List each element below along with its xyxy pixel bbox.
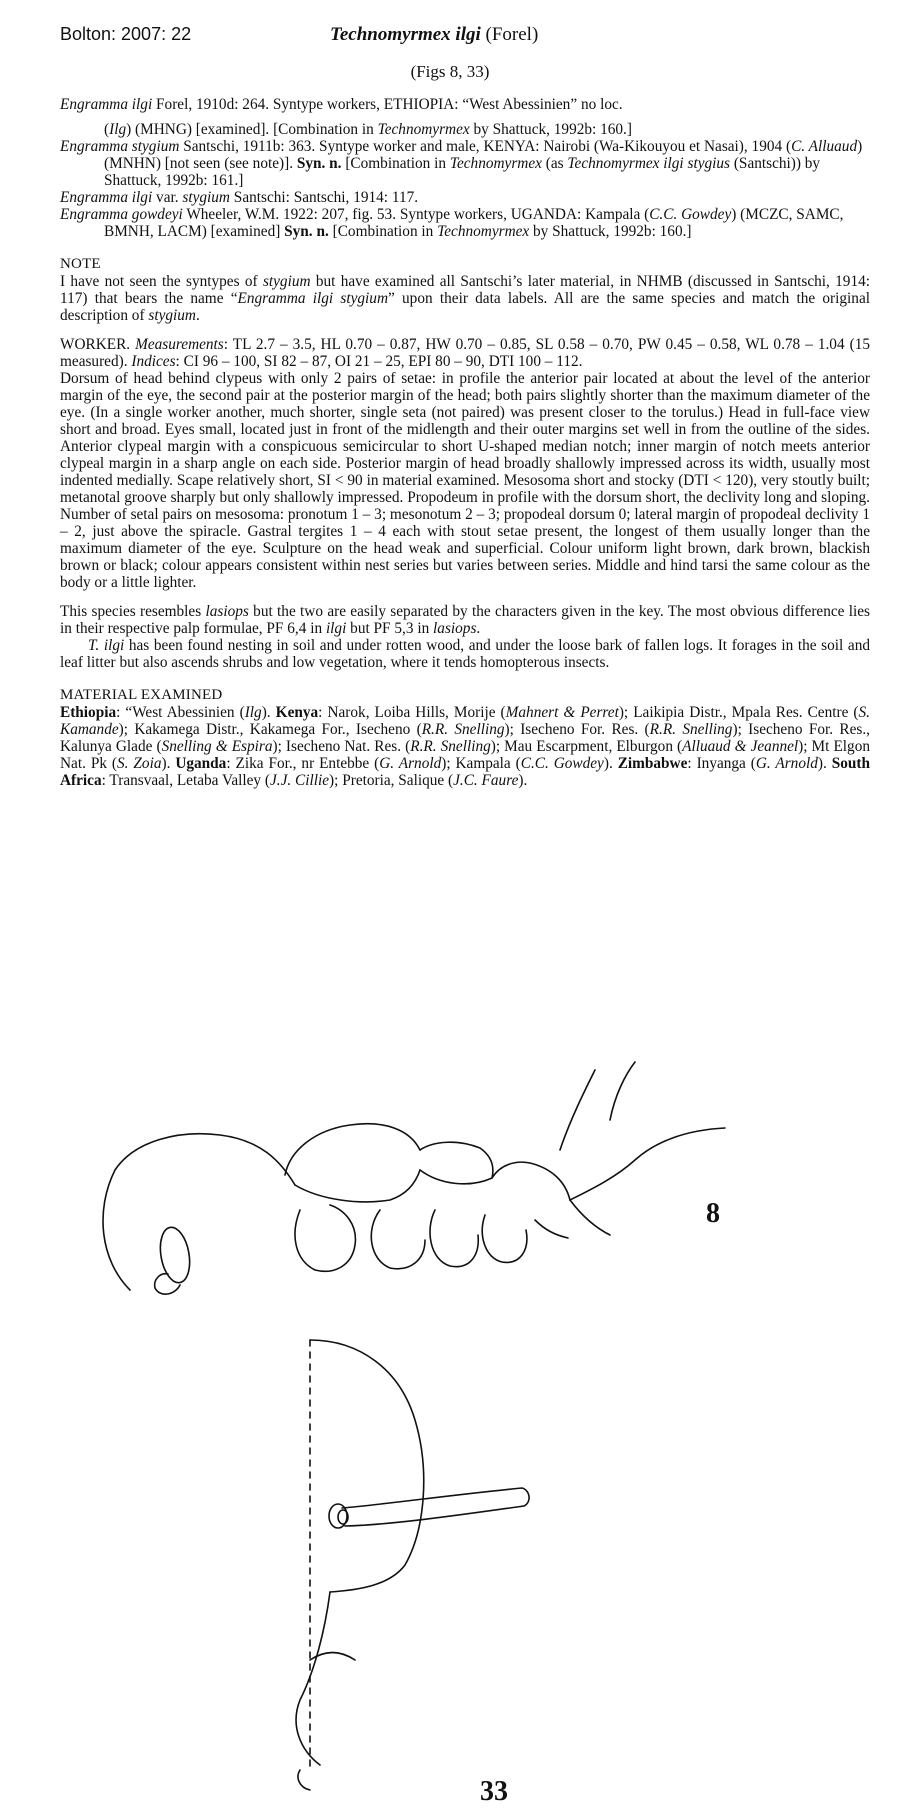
species-title [330, 24, 538, 46]
figure-8-label: 8 [706, 1198, 720, 1229]
remarks-paragraph-2: T. ilgi has been found nesting in soil and under rotten wood, and under the loose bark of fallen logs. It forages in the soil and leaf litter but also ascends shrubs and low vegetation, where it tends homopterous insects. [60, 637, 870, 671]
figure-8-ant-profile-drawing [90, 1060, 750, 1300]
synonymy-entry-1: Engramma ilgi Forel, 1910d: 264. Syntype workers, ETHIOPIA: “West Abessinien” no loc. [60, 96, 623, 113]
material-heading: MATERIAL EXAMINED [60, 687, 223, 703]
remarks-paragraph-1: This species resembles lasiops but the two are easily separated by the characters given in the key. The most obvious difference lies in their respective palp formulae, PF 6,4 in ilgi but PF 5,3 in lasiops. [60, 603, 870, 637]
species-name: Technomyrmex ilgi [330, 24, 481, 45]
synonymy-entry-4: Engramma gowdeyi Wheeler, W.M. 1922: 207, fig. 53. Syntype workers, UGANDA: Kampala (C.C. Gowdey) (MCZC, SAMC, BMNH, LACM) [examined] Syn. n. [Combination in Technomyrmex by Shattuck, 1992b: 160.] [60, 206, 844, 240]
text-body [60, 96, 870, 789]
worker-description: Dorsum of head behind clypeus with only 2 pairs of setae: in profile the anterior pair located at about the level of the anterior margin of the eye, the second pair at the posterior margin of the head; both pairs slightly shorter than the maximum diameter of the eye. (In a single worker another, much shorter, single seta (not paired) was present closer to the torulus.) Head in full-face view short and broad. Eyes small, located just in front of the midlength and their outer margins set well in from the outline of the sides. Anterior clypeal margin with a conspicuous semicircular to short U-shaped median notch; inner margin of notch meets anterior clypeal margin in a sharp angle on each side. Posterior margin of head broadly shallowly impressed across its width, usually most indented medially. Scape relatively short, SI < 90 in material examined. Mesosoma short and stocky (DTI < 120), very stoutly built; metanotal groove sharply but only shallowly impressed. Propodeum in profile with the dorsum short, the declivity long and sloping. Number of setal pairs on mesosoma: pronotum 1 – 3; mesonotum 2 – 3; propodeal dorsum 0; lateral margin of propodeal declivity 1 – 2, just above the spiracle. Gastral tergites 1 – 4 each with stout setae present, the longest of them usually longer than the maximum diameter of the eye. Sculpture on the head weak and superficial. Colour uniform light brown, dark brown, blackish brown or black; colour appears consistent within nest series but varies between series. Middle and hind tarsi the same colour as the body or a little lighter. [60, 370, 870, 591]
figure-33-label: 33 [480, 1776, 508, 1807]
synonymy-entry-2: Engramma stygium Santschi, 1911b: 363. Syntype worker and male, KENYA: Nairobi (Wa-Kikouyou et Nasai), 1904 (C. Alluaud) (MNHN) [not seen (see note)]. Syn. n. [Combination in Technomyrmex (as Technomyrmex ilgi stygius (Santschi)) by Shattuck, 1992b: 161.] [60, 138, 863, 189]
species-author: (Forel) [480, 24, 539, 45]
figure-reference: (Figs 8, 33) [410, 62, 490, 81]
note-paragraph: I have not seen the syntypes of stygium but have examined all Santschi’s later material, in NHMB (discussed in Santschi, 1914: 117) that bears the name “Engramma ilgi stygium” upon their data labels. All are the same species and match the original description of stygium. [60, 273, 870, 324]
material-list: Ethiopia: “West Abessinien (Ilg). Kenya: Narok, Loiba Hills, Morije (Mahnert & Perret); Laikipia Distr., Mpala Res. Centre (S. Kamande); Kakamega Distr., Kakamega For., Isecheno (R.R. Snelling); Isecheno For. Res. (R.R. Snelling); Isecheno For. Res., Kalunya Glade (Snelling & Espira); Isecheno Nat. Res. (R.R. Snelling); Mau Escarpment, Elburgon (Alluaud & Jeannel); Mt Elgon Nat. Pk (S. Zoia). Uganda: Zika For., nr Entebbe (G. Arnold); Kampala (C.C. Gowdey). Zimbabwe: Inyanga (G. Arnold). South Africa: Transvaal, Letaba Valley (J.J. Cillie); Pretoria, Salique (J.C. Faure). [60, 704, 871, 789]
figure-33-head-drawing [230, 1330, 650, 1800]
worker-measurements: WORKER. Measurements: TL 2.7 – 3.5, HL 0.70 – 0.87, HW 0.70 – 0.85, SL 0.58 – 0.70, PW 0.45 – 0.58, WL 0.78 – 1.04 (15 measured). Indices: CI 96 – 100, SI 82 – 87, OI 21 – 25, EPI 80 – 90, DTI 100 – 112. [60, 336, 870, 370]
synonymy-entry-3: Engramma ilgi var. stygium Santschi: Santschi, 1914: 117. [60, 189, 419, 206]
source-citation: Bolton: 2007: 22 [60, 24, 192, 44]
synonymy-entry-1-continued: (Ilg) (MHNG) [examined]. [Combination in Technomyrmex by Shattuck, 1992b: 160.] [104, 121, 632, 138]
figures-area [0, 1060, 900, 1807]
note-heading: NOTE [60, 256, 101, 272]
